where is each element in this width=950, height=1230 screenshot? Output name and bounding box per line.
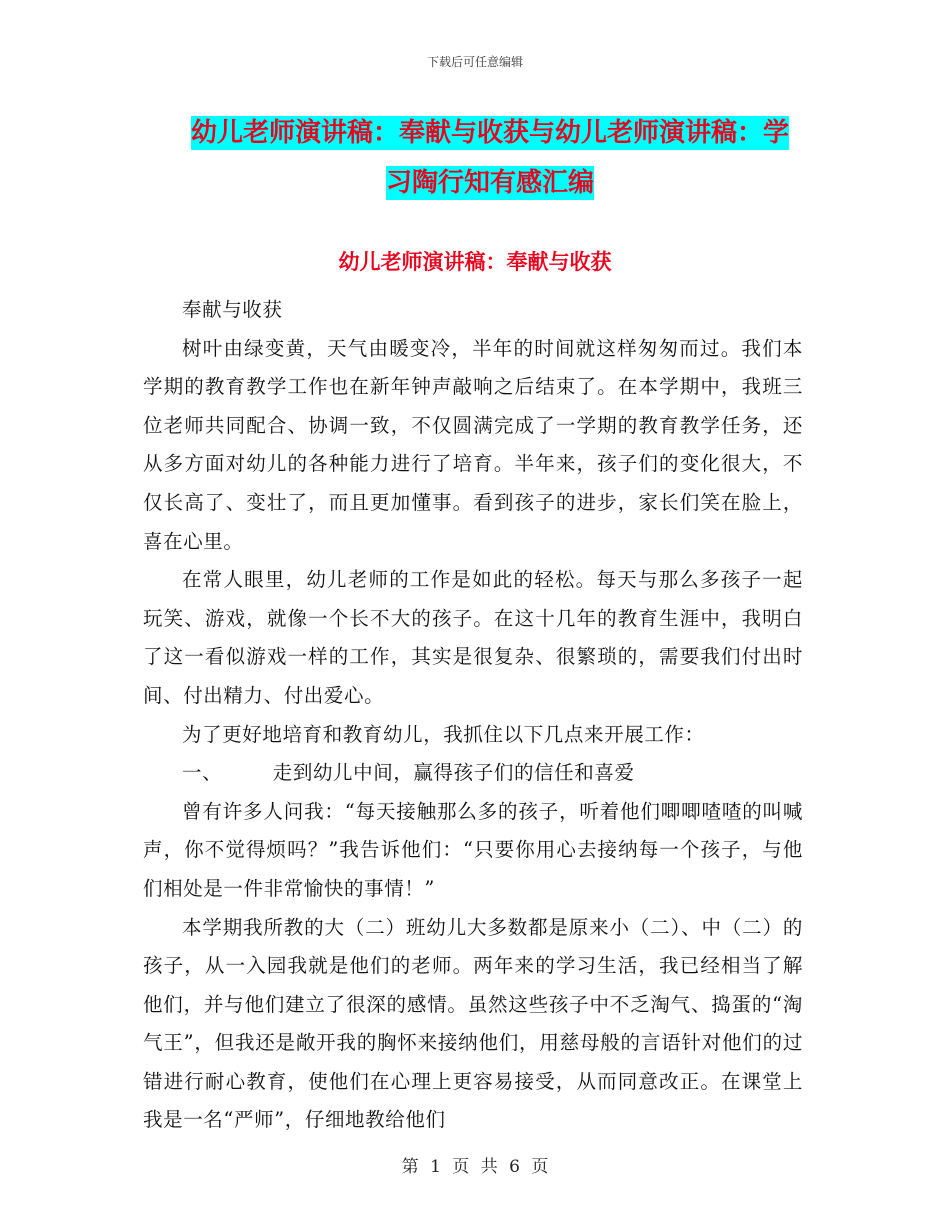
document-title-line-1: 幼儿老师演讲稿：奉献与收获与幼儿老师演讲稿：学 — [190, 118, 789, 148]
paragraph: 曾有许多人问我：“每天接触那么多的孩子，听着他们唧唧喳喳的叫喊声，你不觉得烦吗？”我告诉他们：“只要你用心去接纳每一个孩子，与他们相处是一件非常愉快的事情！” — [143, 799, 803, 900]
paragraph: 树叶由绿变黄，天气由暖变冷，半年的时间就这样匆匆而过。我们本学期的教育教学工作也在新年钟声敲响之后结束了。在本学期中，我班三位老师共同配合、协调一致，不仅圆满完成了一学期的教育教学任务，还从多方面对幼儿的各种能力进行了培育。半年来，孩子们的变化很大，不仅长高了、变壮了，而且更加懂事。看到孩子的进步，家长们笑在脸上，喜在心里。 — [143, 336, 803, 553]
paragraph-subtitle: 奉献与收获 — [182, 298, 283, 321]
paragraph: 在常人眼里，幼儿老师的工作是如此的轻松。每天与那么多孩子一起玩笑、游戏，就像一个长不大的孩子。在这十几年的教育生涯中，我明白了这一看似游戏一样的工作，其实是很复杂、很繁琐的，需要我们付出时间、付出精力、付出爱心。 — [143, 568, 803, 707]
document-title — [145, 108, 835, 208]
page-number-footer: 第 1 页 共 6 页 — [401, 1157, 549, 1177]
paragraph: 为了更好地培育和教育幼儿，我抓住以下几点来开展工作： — [182, 722, 705, 746]
list-heading: 一、 走到幼儿中间，赢得孩子们的信任和喜爱 — [182, 761, 635, 785]
paragraph: 本学期我所教的大（二）班幼儿大多数都是原来小（二）、中（二）的孩子，从一入园我就是他们的老师。两年来的学习生活，我已经相当了解他们，并与他们建立了很深的感情。虽然这些孩子中不乏淘气、捣蛋的“淘气王”，但我还是敞开我的胸怀来接纳他们，用慈母般的言语针对他们的过错进行耐心教育，使他们在心理上更容易接受，从而同意改正。在课堂上我是一名“严师”，仔细地教给他们 — [143, 915, 803, 1132]
page-header-note: 下载后可任意编辑 — [426, 55, 523, 69]
section-title: 幼儿老师演讲稿：奉献与收获 — [338, 250, 612, 274]
document-body — [143, 291, 803, 1140]
document-title-line-2: 习陶行知有感汇编 — [385, 168, 594, 198]
